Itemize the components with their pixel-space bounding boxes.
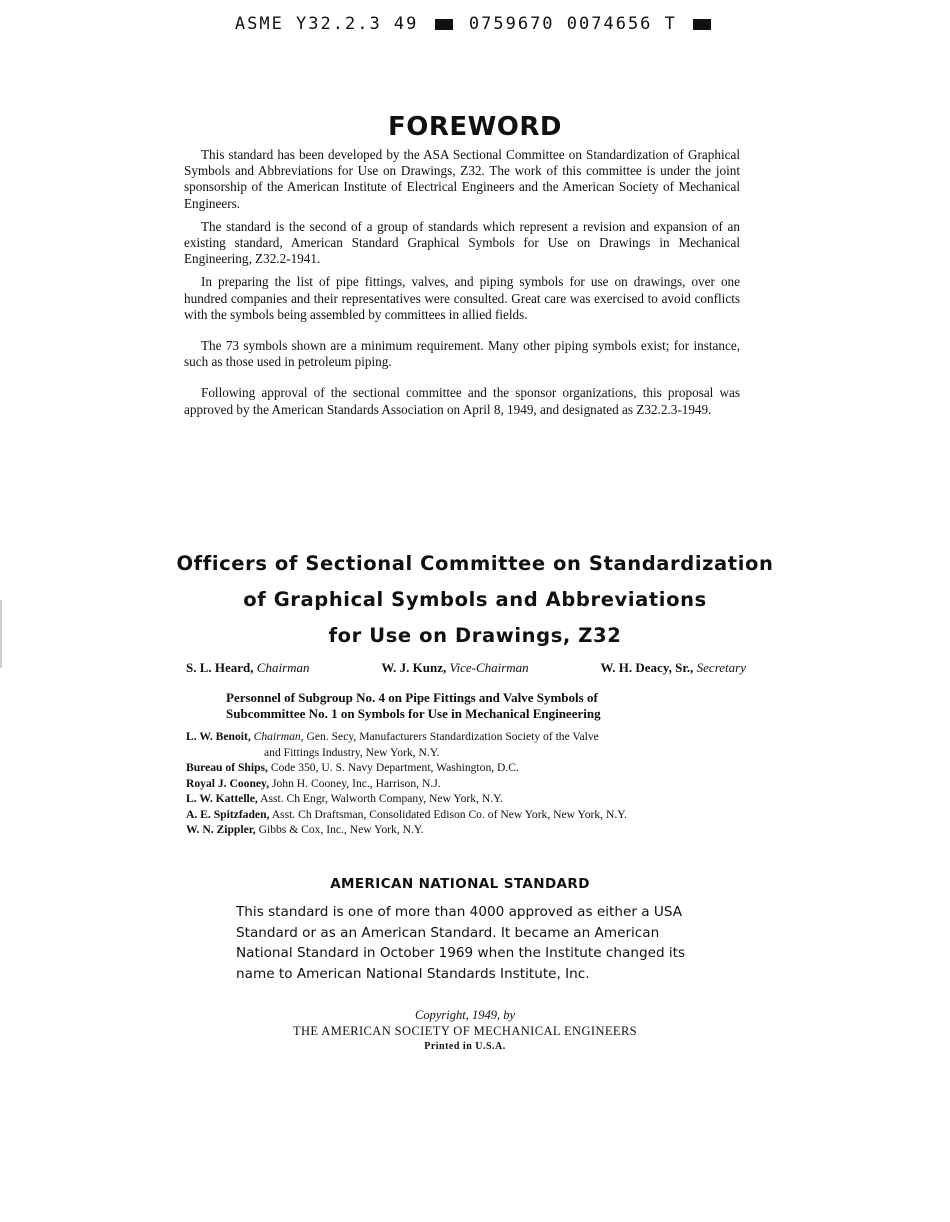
chairman: S. L. Heard, Chairman [186,660,310,675]
copyright-line: Copyright, 1949, by [415,1008,515,1022]
member-list [186,729,751,838]
redaction-block-2 [693,19,711,30]
foreword-paragraph: The standard is the second of a group of standards which represent a revision and expansion of an existing standard, American Standard Graphical Symbols for Use on Drawings in Mechanical Engineering, Z32.2-1941. [184,218,740,267]
code-part-1: ASME Y32.2.3 49 [234,14,419,34]
subgroup-line: Subcommittee No. 1 on Symbols for Use in Mechanical Engineering [226,706,601,721]
foreword-paragraph: The 73 symbols shown are a minimum requirement. Many other piping symbols exist; for instance, such as those used in petroleum piping. [184,338,740,370]
printed-in: Printed in U.S.A. [424,1041,506,1052]
officers-title-line: Officers of Sectional Committee on Standardization [176,552,774,575]
member-entry: W. N. Zippler, Gibbs & Cox, Inc., New York, N.Y. [186,823,424,836]
ans-body: This standard is one of more than 4000 approved as either a USA Standard or as an American Standard. It became an American National Standard in October 1969 when the Institute changed its name to American National Standards Institute, Inc. [236,904,686,982]
foreword-paragraph: Following approval of the sectional committee and the sponsor organizations, this proposal was approved by the American Standards Association on April 8, 1949, and designated as Z32.2.3-1949. [184,385,740,417]
officers-title-line: for Use on Drawings, Z32 [328,624,622,647]
publisher-name: THE AMERICAN SOCIETY OF MECHANICAL ENGINEERS [292,1024,638,1038]
member-entry: A. E. Spitzfaden, Asst. Ch Draftsman, Consolidated Edison Co. of New York, New York, N.Y. [186,807,628,821]
copyright-block [0,1007,930,1055]
foreword-title: FOREWORD [387,112,563,142]
subgroup-heading [226,690,726,722]
ans-heading: AMERICAN NATIONAL STANDARD [330,876,590,892]
subgroup-line: Personnel of Subgroup No. 4 on Pipe Fittings and Valve Symbols of [226,690,598,705]
officers-title [0,546,950,654]
officers-title-line: of Graphical Symbols and Abbreviations [243,588,707,611]
member-entry: L. W. Benoit, Chairman, Gen. Secy, Manufacturers Standardization Society of the Valve and Fittings Industry, New York, N.Y. [186,730,599,759]
vice-chairman: W. J. Kunz, Vice-Chairman [381,660,529,675]
secretary: W. H. Deacy, Sr., Secretary [600,660,746,675]
member-entry: Bureau of Ships, Code 350, U. S. Navy Department, Washington, D.C. [186,761,519,774]
foreword-paragraph: In preparing the list of pipe fittings, valves, and piping symbols for use on drawings, over one hundred companies and their representatives were consulted. Great care was exercised to avoid conflicts with the symbols being assembled by committees in allied fields. [184,274,740,322]
committee-officers [186,660,746,676]
member-entry: Royal J. Cooney, John H. Cooney, Inc., Harrison, N.J. [186,776,441,790]
foreword-paragraph: This standard has been developed by the ASA Sectional Committee on Standardization of Graphical Symbols and Abbreviations for Use on Drawings, Z32. The work of this committee is under the joint sponsorship of the American Institute of Electrical Engineers and the American Society of Mechanical Engineers. [184,147,740,211]
foreword-body [184,147,740,425]
redaction-block-1 [435,19,453,30]
member-entry: L. W. Kattelle, Asst. Ch Engr, Walworth Company, New York, N.Y. [186,792,503,805]
document-code-header [0,14,950,34]
code-part-2: 0759670 0074656 T [468,14,677,34]
